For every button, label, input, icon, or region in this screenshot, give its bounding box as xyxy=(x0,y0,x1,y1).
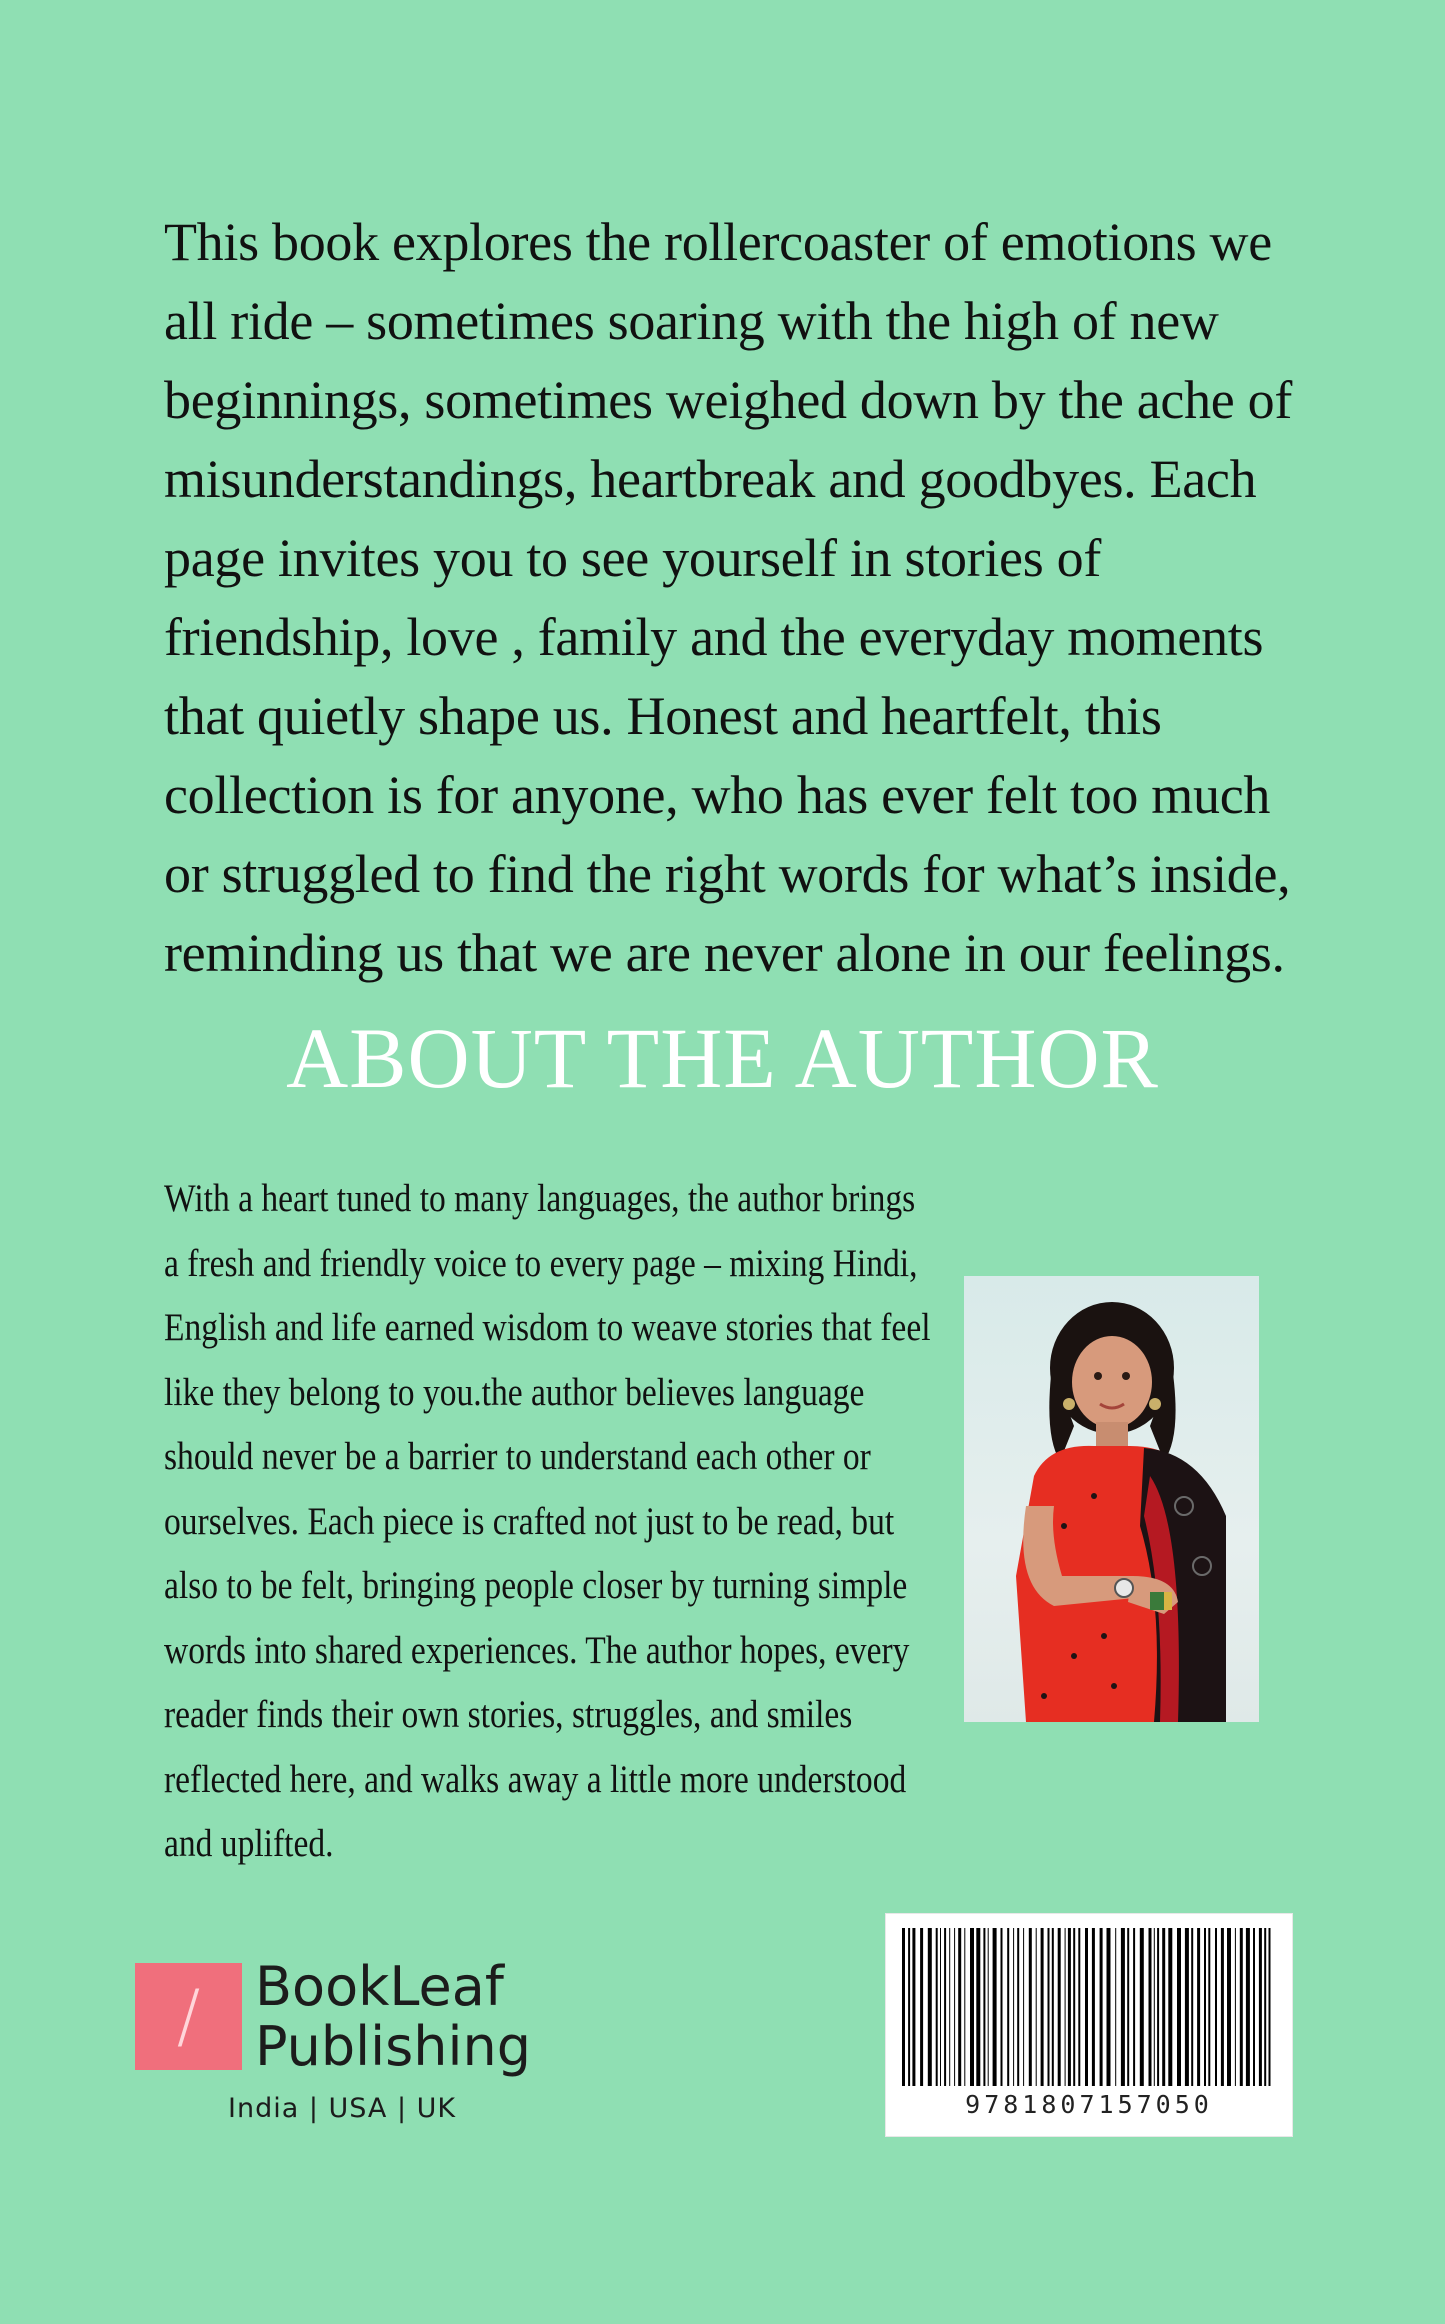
isbn-barcode xyxy=(885,1913,1293,2137)
barcode-bar xyxy=(1127,1928,1129,2086)
barcode-bar xyxy=(1157,1928,1159,2086)
barcode-bar xyxy=(1208,1928,1210,2086)
publisher-mark-glyph: / xyxy=(176,1975,201,2057)
publisher-name-line2: Publishing xyxy=(255,2015,531,2078)
barcode-bar xyxy=(902,1928,905,2086)
barcode-bar xyxy=(1001,1928,1003,2086)
barcode-bar xyxy=(1177,1928,1181,2086)
barcode-bar xyxy=(1115,1928,1116,2086)
barcode-bar xyxy=(1185,1928,1189,2086)
barcode-bar xyxy=(1007,1928,1009,2086)
barcode-bar xyxy=(1085,1928,1088,2086)
barcode-bar xyxy=(1191,1928,1193,2086)
barcode-bar xyxy=(1197,1928,1200,2086)
publisher-name-line1: BookLeaf xyxy=(255,1955,504,2018)
barcode-bar xyxy=(1133,1928,1135,2086)
barcode-bar xyxy=(1023,1928,1024,2086)
barcode-bar xyxy=(1078,1928,1080,2086)
barcode-bar xyxy=(1058,1928,1061,2086)
author-photo xyxy=(964,1276,1259,1722)
barcode-bar xyxy=(1149,1928,1152,2086)
barcode-bar xyxy=(1092,1928,1095,2086)
barcode-bar xyxy=(983,1928,985,2086)
barcode-bar xyxy=(1154,1928,1155,2086)
barcode-bar xyxy=(928,1928,932,2086)
barcode-bar xyxy=(993,1928,997,2086)
barcode-bar xyxy=(1246,1928,1250,2086)
barcode-bar xyxy=(1052,1928,1054,2086)
barcode-bar xyxy=(940,1928,941,2086)
barcode-bar xyxy=(1029,1928,1032,2086)
barcode-bar xyxy=(988,1928,989,2086)
barcode-bar xyxy=(1240,1928,1243,2086)
barcode-bar xyxy=(1162,1928,1165,2086)
barcode-bar xyxy=(944,1928,946,2086)
barcode-bar xyxy=(1073,1928,1075,2086)
barcode-bar xyxy=(1100,1928,1103,2086)
barcode-bar xyxy=(1065,1928,1066,2086)
barcode-bar xyxy=(1017,1928,1019,2086)
barcode-bar xyxy=(1204,1928,1206,2086)
barcode-bar xyxy=(949,1928,950,2086)
barcode-bar xyxy=(912,1928,915,2086)
barcode-bar xyxy=(1221,1928,1224,2086)
publisher-mark-icon xyxy=(135,1963,242,2070)
barcode-bar xyxy=(954,1928,955,2086)
author-bio: With a heart tuned to many languages, the author brings a fresh and friendly voice to every page – mixing Hindi, English and life earned wisdom to weave stories that feel like they belong to you.the author believes language should never be a barrier to understand each other or ourselves. Each piece is crafted not just to be read, but also to be felt, bringing people closer by turning simple words into shared experiences. The author hopes, every reader finds their own stories, struggles, and smiles reflected here, and walks away a little more understood and uplifted. xyxy=(164,1177,931,1865)
barcode-bar xyxy=(1036,1928,1037,2086)
barcode-bar xyxy=(908,1928,910,2086)
barcode-bar xyxy=(1269,1928,1271,2086)
publisher-logo xyxy=(135,1955,555,2143)
barcode-bar xyxy=(1235,1928,1236,2086)
barcode-bar xyxy=(958,1928,961,2086)
barcode-bar xyxy=(1215,1928,1217,2086)
barcode-bar xyxy=(936,1928,938,2086)
about-the-author-heading: ABOUT THE AUTHOR xyxy=(286,1010,1159,1106)
isbn-number: 9781807157050 xyxy=(965,2090,1213,2119)
barcode-bar xyxy=(1121,1928,1125,2086)
barcode-bars xyxy=(900,1928,1278,2086)
barcode-bar xyxy=(1259,1928,1262,2086)
barcode-bar xyxy=(1048,1928,1050,2086)
barcode-bar xyxy=(1068,1928,1071,2086)
barcode-bar xyxy=(1107,1928,1111,2086)
back-cover-blurb: This book explores the rollercoaster of emotions we all ride – sometimes soaring with the high of new beginnings, sometimes weighed down by the ache of misunderstandings, heartbreak and goodbyes. Each page invites you to see yourself in stories of friendship, love , family and the everyday moments that quietly shape us. Honest and heartfelt, this collection is for anyone, who has ever felt too much or struggled to find the right words for what’s inside, reminding us that we are never alone in our feelings. xyxy=(164,212,1293,983)
barcode-bar xyxy=(964,1928,965,2086)
barcode-bar xyxy=(1041,1928,1044,2086)
barcode-bar xyxy=(1264,1928,1266,2086)
barcode-bar xyxy=(970,1928,974,2086)
barcode-bar xyxy=(1227,1928,1231,2086)
publisher-name xyxy=(255,1957,531,2077)
barcode-bar xyxy=(920,1928,923,2086)
barcode-bar xyxy=(1013,1928,1014,2086)
publisher-regions: India | USA | UK xyxy=(228,2093,457,2124)
barcode-bar xyxy=(1140,1928,1144,2086)
barcode-bar xyxy=(1168,1928,1172,2086)
barcode-bar xyxy=(976,1928,980,2086)
barcode-bar xyxy=(1253,1928,1255,2086)
